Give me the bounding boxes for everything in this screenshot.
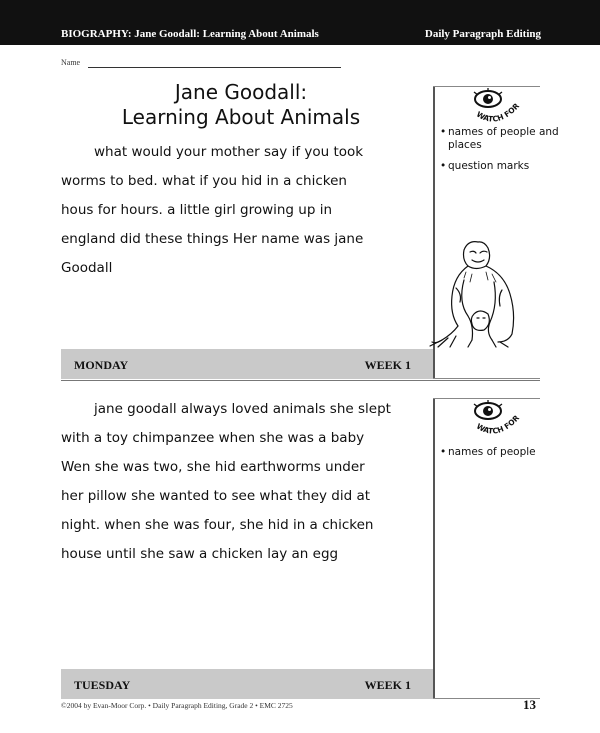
header-bar <box>0 0 600 45</box>
eye-icon <box>462 88 524 128</box>
monday-day-band <box>61 349 433 379</box>
title-line-1: Jane Goodall: <box>174 80 308 104</box>
paragraph-line: Goodall <box>61 260 113 276</box>
watch-item: • names of people and places <box>440 126 559 151</box>
paragraph-line: jane goodall always loved animals she slept <box>94 401 391 417</box>
week-label: WEEK 1 <box>364 678 411 692</box>
title-line-2: Learning About Animals <box>121 105 361 129</box>
watch-for-label: WATCH FOR <box>474 101 522 124</box>
tuesday-paragraph <box>61 401 421 575</box>
watch-item: • question marks <box>440 160 530 172</box>
paragraph-line: night. when she was four, she hid in a chicken <box>61 517 374 533</box>
page-title <box>61 80 421 130</box>
section-divider <box>61 380 540 381</box>
column-divider <box>433 398 435 698</box>
paragraph-line: her pillow she wanted to see what they did at <box>61 488 371 504</box>
watch-item: • names of people <box>440 446 536 458</box>
watch-for-list <box>440 126 570 181</box>
name-label: Name <box>61 58 81 67</box>
name-field <box>61 58 341 70</box>
watch-for-label: WATCH FOR <box>474 413 522 436</box>
paragraph-line: with a toy chimpanzee when she was a baby <box>61 430 365 446</box>
tuesday-day-band <box>61 669 433 699</box>
paragraph-line: england did these things Her name was jane <box>61 231 364 247</box>
sidebar-top-rule <box>433 398 540 399</box>
watch-for-list <box>440 446 570 467</box>
chimpanzee-illustration <box>428 236 533 348</box>
copyright-footer: ©2004 by Evan-Moor Corp. • Daily Paragraph Editing, Grade 2 • EMC 2725 <box>61 701 293 710</box>
monday-paragraph <box>61 144 421 289</box>
header-book-title: Daily Paragraph Editing <box>424 28 541 40</box>
day-label: TUESDAY <box>74 678 131 692</box>
eye-icon <box>462 400 524 440</box>
day-label: MONDAY <box>74 358 129 372</box>
paragraph-line: what would your mother say if you took <box>94 144 364 160</box>
page-number: 13 <box>523 697 536 712</box>
paragraph-line: worms to bed. what if you hid in a chicken <box>61 173 347 189</box>
paragraph-line: Wen she was two, she hid earthworms under <box>61 459 365 475</box>
week-label: WEEK 1 <box>364 358 411 372</box>
sidebar-rule <box>433 378 540 379</box>
name-line <box>88 67 341 68</box>
paragraph-line: house until she saw a chicken lay an egg <box>61 546 339 562</box>
paragraph-line: hous for hours. a little girl growing up in <box>61 202 333 218</box>
sidebar-top-rule <box>433 86 540 87</box>
header-section-title: BIOGRAPHY: Jane Goodall: Learning About Animals <box>61 28 319 40</box>
